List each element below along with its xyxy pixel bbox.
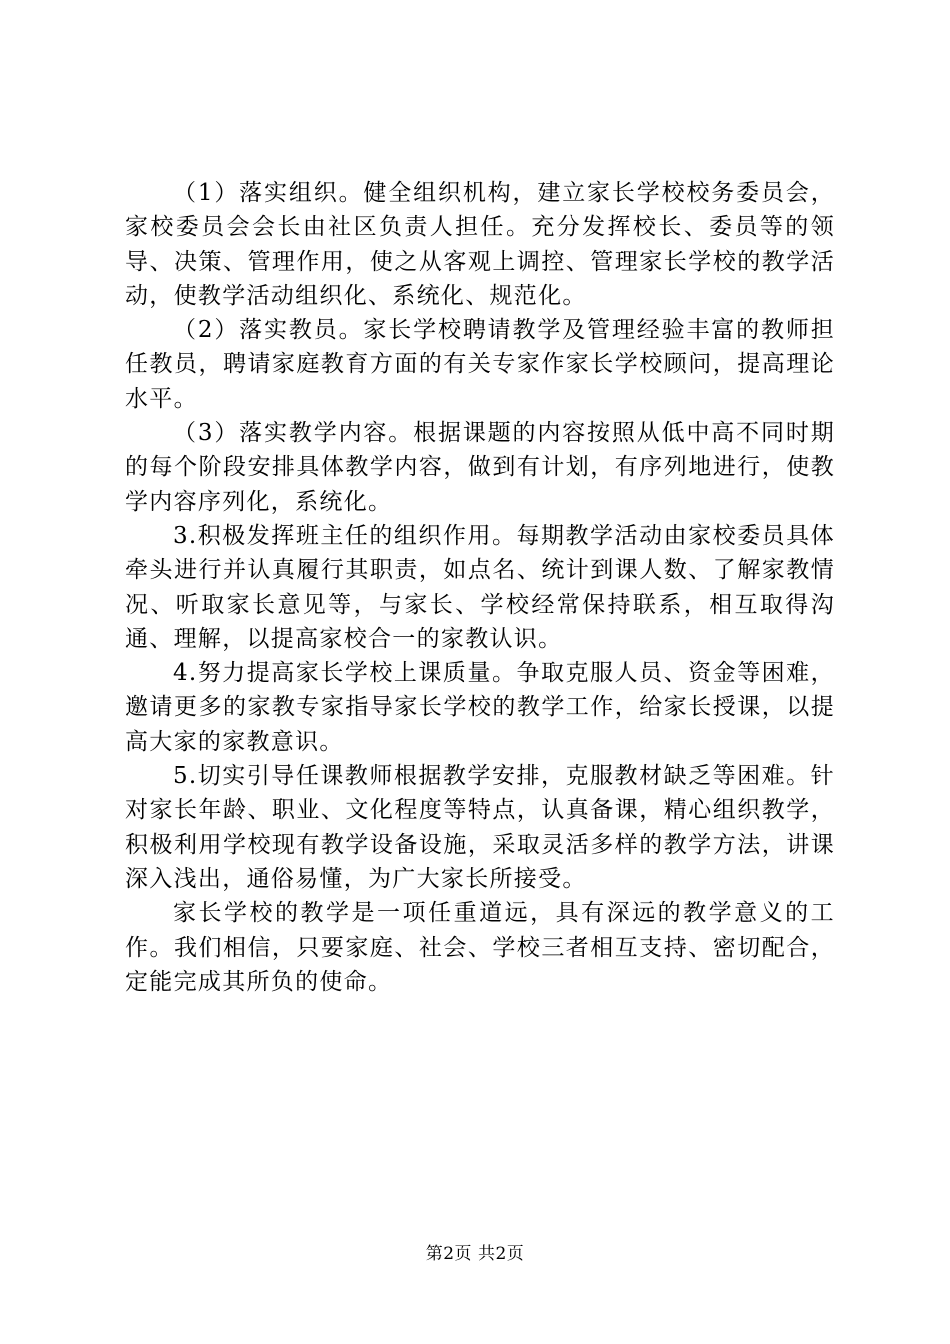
paragraph-class-teacher: 3.积极发挥班主任的组织作用。每期教学活动由家校委员具体牵头进行并认真履行其职责，如点名、统计到课人数、了解家教情况、听取家长意见等，与家长、学校经常保持联系，相互取得沟通、理解，以提高家校合一的家教认识。 bbox=[125, 522, 835, 652]
paragraph-organization: （1）落实组织。健全组织机构，建立家长学校校务委员会，家校委员会会长由社区负责人担任。充分发挥校长、委员等的领导、决策、管理作用，使之从客观上调控、管理家长学校的教学活动，使教学活动组织化、系统化、规范化。 bbox=[125, 180, 835, 309]
document-body bbox=[125, 176, 835, 999]
paragraph-conclusion: 家长学校的教学是一项任重道远，具有深远的教学意义的工作。我们相信，只要家庭、社会、学校三者相互支持、密切配合，定能完成其所负的使命。 bbox=[125, 900, 835, 995]
paragraph-teachers: （2）落实教员。家长学校聘请教学及管理经验丰富的教师担任教员，聘请家庭教育方面的有关专家作家长学校顾问，提高理论水平。 bbox=[125, 317, 835, 412]
paragraph-content: （3）落实教学内容。根据课题的内容按照从低中高不同时期的每个阶段安排具体教学内容，做到有计划，有序列地进行，使教学内容序列化，系统化。 bbox=[125, 420, 835, 515]
paragraph-guidance: 5.切实引导任课教师根据教学安排，克服教材缺乏等困难。针对家长年龄、职业、文化程度等特点，认真备课，精心组织教学，积极利用学校现有教学设备设施，采取灵活多样的教学方法，讲课深入浅出，通俗易懂，为广大家长所接受。 bbox=[125, 763, 835, 892]
page-footer bbox=[0, 1244, 950, 1264]
page-number-label: 第2页 共2页 bbox=[425, 1244, 525, 1264]
paragraph-quality: 4.努力提高家长学校上课质量。争取克服人员、资金等困难，邀请更多的家教专家指导家长学校的教学工作，给家长授课，以提高大家的家教意识。 bbox=[125, 660, 835, 755]
